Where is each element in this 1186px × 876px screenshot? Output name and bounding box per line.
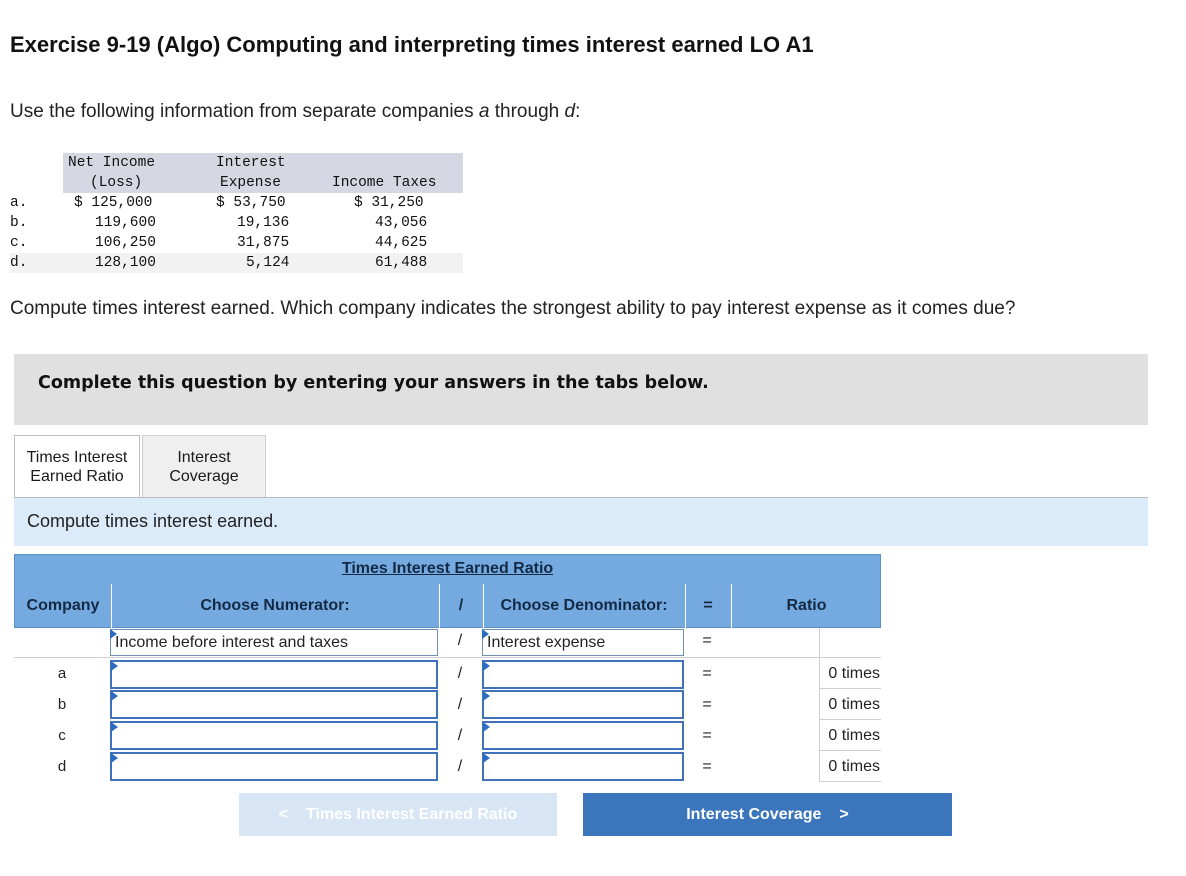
denominator-select-b[interactable] (482, 690, 684, 719)
taxes-value: 61,488 (375, 255, 428, 271)
banner-text: Complete this question by entering your answers in the tabs below. (38, 373, 709, 393)
equals-sign: = (702, 665, 712, 682)
formula-numerator-value: Income before interest and taxes (115, 634, 349, 651)
tab-label-line2: Coverage (169, 468, 239, 485)
net-income-value: $ 125,000 (74, 195, 153, 211)
ratio-value: 0 (828, 727, 838, 744)
dropdown-marker-icon (111, 753, 118, 763)
interest-value: 31,875 (237, 235, 290, 251)
col-header-net-income: Net Income (68, 155, 156, 171)
tab-times-interest-earned-ratio[interactable] (14, 435, 140, 499)
ratio-unit: times (841, 758, 880, 775)
net-income-value: 119,600 (95, 215, 156, 231)
page-title: Exercise 9-19 (Algo) Computing and interpreting times interest earned LO A1 (10, 32, 814, 57)
divide-sign: / (457, 696, 463, 713)
company-label: a (57, 665, 67, 682)
chevron-left-icon: < (278, 806, 288, 823)
formula-row (14, 628, 881, 658)
numerator-select-c[interactable] (110, 721, 438, 750)
col-header-net-income-sub: (Loss) (90, 175, 143, 191)
intro-a: a (478, 101, 490, 122)
prev-tab-button[interactable] (239, 793, 557, 836)
ratio-divider (819, 628, 820, 658)
ratio-unit: times (841, 665, 880, 682)
col-header-denominator: Choose Denominator: (500, 597, 668, 614)
divide-sign: / (457, 632, 463, 649)
row-label: b. (10, 215, 28, 231)
col-header-equals: = (703, 597, 713, 614)
formula-numerator-select[interactable] (110, 629, 438, 656)
intro-prefix: Use the following information from separate companies (10, 101, 479, 122)
chevron-right-icon: > (839, 806, 849, 823)
company-label: c (58, 727, 66, 744)
table-row-d (14, 751, 881, 782)
equals-sign: = (702, 632, 712, 649)
taxes-value: 43,056 (375, 215, 428, 231)
tab-label-line1: Times Interest (26, 449, 128, 466)
next-tab-button[interactable] (583, 793, 952, 836)
numerator-select-d[interactable] (110, 752, 438, 781)
table-row-b (14, 689, 881, 720)
dropdown-marker-icon (110, 629, 117, 639)
divide-sign: / (457, 727, 463, 744)
dropdown-marker-icon (111, 661, 118, 671)
table-row-c (14, 720, 881, 751)
equals-sign: = (702, 727, 712, 744)
dropdown-marker-icon (483, 661, 490, 671)
intro-suffix: : (575, 101, 581, 122)
denominator-select-c[interactable] (482, 721, 684, 750)
col-header-income-taxes: Income Taxes (332, 175, 437, 191)
ratio-unit: times (841, 727, 880, 744)
divide-sign: / (457, 758, 463, 775)
ratio-value: 0 (828, 758, 838, 775)
tab-interest-coverage[interactable] (142, 435, 266, 498)
ratio-unit: times (841, 696, 880, 713)
taxes-value: 44,625 (375, 235, 428, 251)
answer-table-header (14, 584, 881, 628)
net-income-value: 128,100 (95, 255, 156, 271)
equals-sign: = (702, 758, 712, 775)
intro-d: d (564, 101, 576, 122)
instruction-banner (14, 354, 1148, 425)
interest-value: 5,124 (246, 255, 290, 271)
dropdown-marker-icon (483, 722, 490, 732)
tab-instruction (14, 498, 1148, 546)
col-header-ratio: Ratio (786, 597, 827, 614)
ratio-output-d (820, 758, 880, 776)
table-row-a (14, 658, 881, 689)
intro-mid: through (489, 101, 565, 122)
company-label: b (57, 696, 67, 713)
col-header-company: Company (26, 597, 100, 614)
ratio-output-c (820, 727, 880, 745)
col-header-interest-sub: Expense (220, 175, 281, 191)
instruction-text: Compute times interest earned. (27, 511, 279, 531)
company-label: d (57, 758, 67, 775)
col-header-divide: / (458, 597, 464, 614)
col-header-interest: Interest (216, 155, 286, 171)
taxes-value: $ 31,250 (354, 195, 424, 211)
ratio-value: 0 (828, 696, 838, 713)
tab-label-line1: Interest (177, 449, 231, 466)
row-label: c. (10, 235, 28, 251)
numerator-select-a[interactable] (110, 660, 438, 689)
row-rule (820, 781, 881, 782)
denominator-select-a[interactable] (482, 660, 684, 689)
ratio-value: 0 (828, 665, 838, 682)
col-header-numerator: Choose Numerator: (200, 597, 350, 614)
dropdown-marker-icon (111, 691, 118, 701)
dropdown-marker-icon (483, 691, 490, 701)
next-tab-label: Interest Coverage (686, 806, 822, 823)
dropdown-marker-icon (482, 629, 489, 639)
intro-text (10, 101, 580, 123)
denominator-select-d[interactable] (482, 752, 684, 781)
row-label: a. (10, 195, 28, 211)
net-income-value: 106,250 (95, 235, 156, 251)
tab-label-line2: Earned Ratio (30, 468, 124, 485)
row-label: d. (10, 255, 28, 271)
interest-value: 19,136 (237, 215, 290, 231)
formula-denominator-value: Interest expense (487, 634, 606, 651)
interest-value: $ 53,750 (216, 195, 286, 211)
ratio-output-b (820, 696, 880, 714)
answer-table-caption (14, 554, 881, 584)
equals-sign: = (702, 696, 712, 713)
numerator-select-b[interactable] (110, 690, 438, 719)
ratio-output-a (820, 665, 880, 683)
dropdown-marker-icon (483, 753, 490, 763)
dropdown-marker-icon (111, 722, 118, 732)
caption-text: Times Interest Earned Ratio (341, 560, 554, 577)
prev-tab-label: Times Interest Earned Ratio (306, 806, 518, 823)
question-text: Compute times interest earned. Which company indicates the strongest ability to pay interest expense as it comes due? (10, 298, 1016, 319)
divide-sign: / (457, 665, 463, 682)
formula-denominator-select[interactable] (482, 629, 684, 656)
